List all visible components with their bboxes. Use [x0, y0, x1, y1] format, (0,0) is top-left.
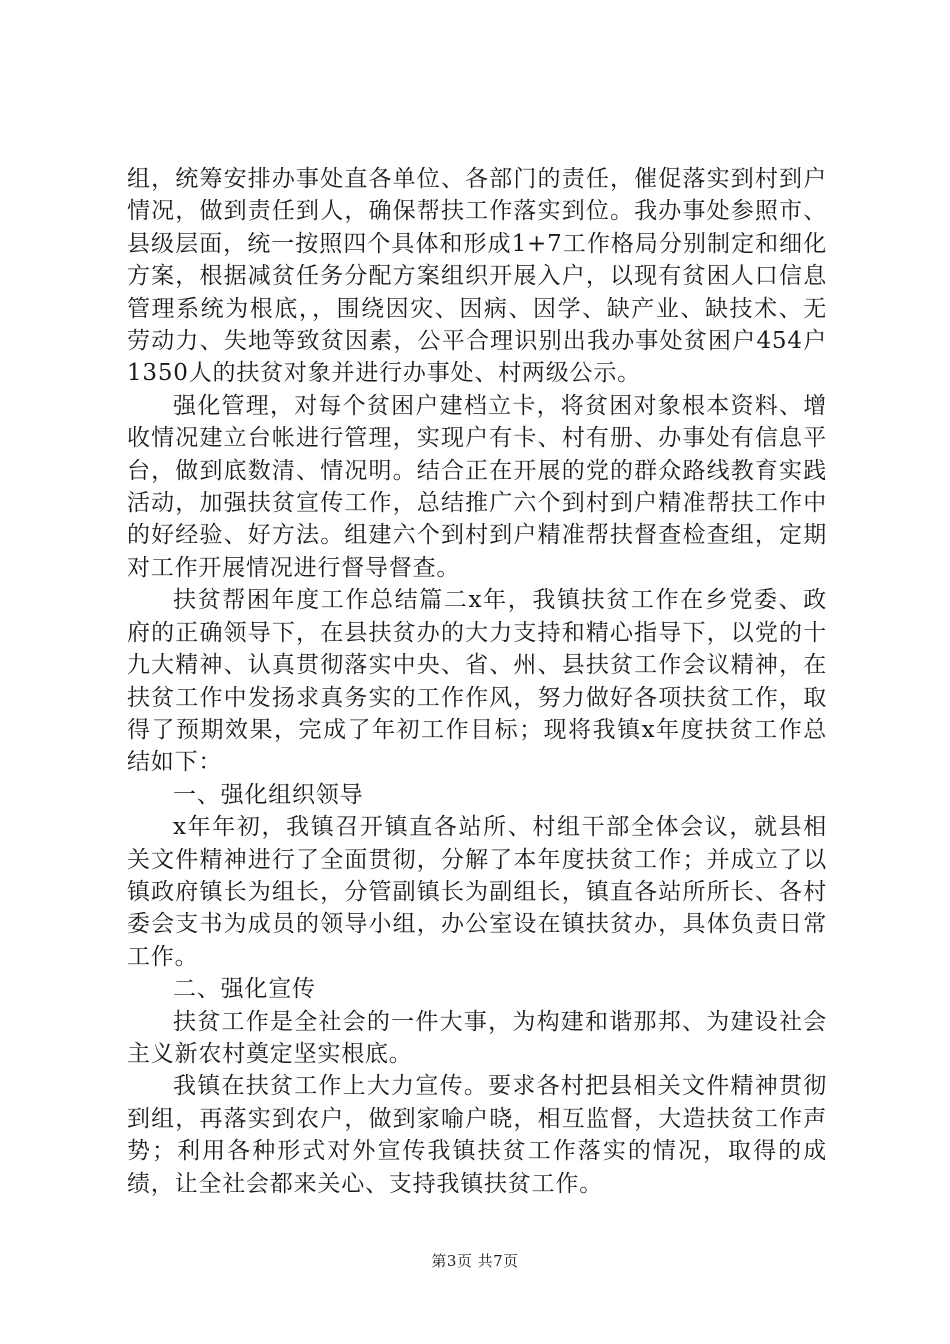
paragraph-management: 强化管理，对每个贫困户建档立卡，将贫困对象根本资料、增收情况建立台帐进行管理，实现户有卡、村有册、办事处有信息平台，做到底数清、情况明。结合正在开展的党的群众路线教育实践活动，加强扶贫宣传工作，总结推广六个到村到户精准帮扶工作中的好经验、好方法。组建六个到村到户精准帮扶督查检查组，定期对工作开展情况进行督导督查。	[127, 392, 827, 581]
paragraph-organization: x年年初，我镇召开镇直各站所、村组干部全体会议，就县相关文件精神进行了全面贯彻，分解了本年度扶贫工作；并成立了以镇政府镇长为组长，分管副镇长为副组长，镇直各站所所长、各村委会支书为成员的领导小组，办公室设在镇扶贫办，具体负责日常工作。	[127, 814, 827, 970]
document-body	[127, 163, 827, 1200]
page-number-footer: 第3页 共7页	[431, 1252, 519, 1270]
paragraph-publicity-intro: 扶贫工作是全社会的一件大事，为构建和谐那邦、为建设社会主义新农村奠定坚实根底。	[127, 1008, 827, 1067]
paragraph-continuation: 组，统筹安排办事处直各单位、各部门的责任，催促落实到村到户情况，做到责任到人，确保帮扶工作落实到位。我办事处参照市、县级层面，统一按照四个具体和形成1+7工作格局分别制定和细化方案，根据减贫任务分配方案组织开展入户，以现有贫困人口信息管理系统为根底，，围绕因灾、因病、因学、缺产业、缺技术、无劳动力、失地等致贫因素，公平合理识别出我办事处贫困户454户1350人的扶贫对象并进行办事处、村两级公示。	[127, 166, 827, 387]
section-heading-organization: 一、强化组织领导	[173, 781, 364, 808]
paragraph-summary-intro: 扶贫帮困年度工作总结篇二x年，我镇扶贫工作在乡党委、政府的正确领导下，在县扶贫办的大力支持和精心指导下，以党的十九大精神、认真贯彻落实中央、省、州、县扶贫工作会议精神，在扶贫工作中发扬求真务实的工作作风，努力做好各项扶贫工作，取得了预期效果，完成了年初工作目标；现将我镇x年度扶贫工作总结如下：	[127, 587, 827, 776]
section-heading-publicity: 二、强化宣传	[173, 976, 316, 1003]
paragraph-publicity-detail: 我镇在扶贫工作上大力宣传。要求各村把县相关文件精神贯彻到组，再落实到农户，做到家喻户晓，相互监督，大造扶贫工作声势；利用各种形式对外宣传我镇扶贫工作落实的情况，取得的成绩，让全社会都来关心、支持我镇扶贫工作。	[127, 1073, 827, 1197]
